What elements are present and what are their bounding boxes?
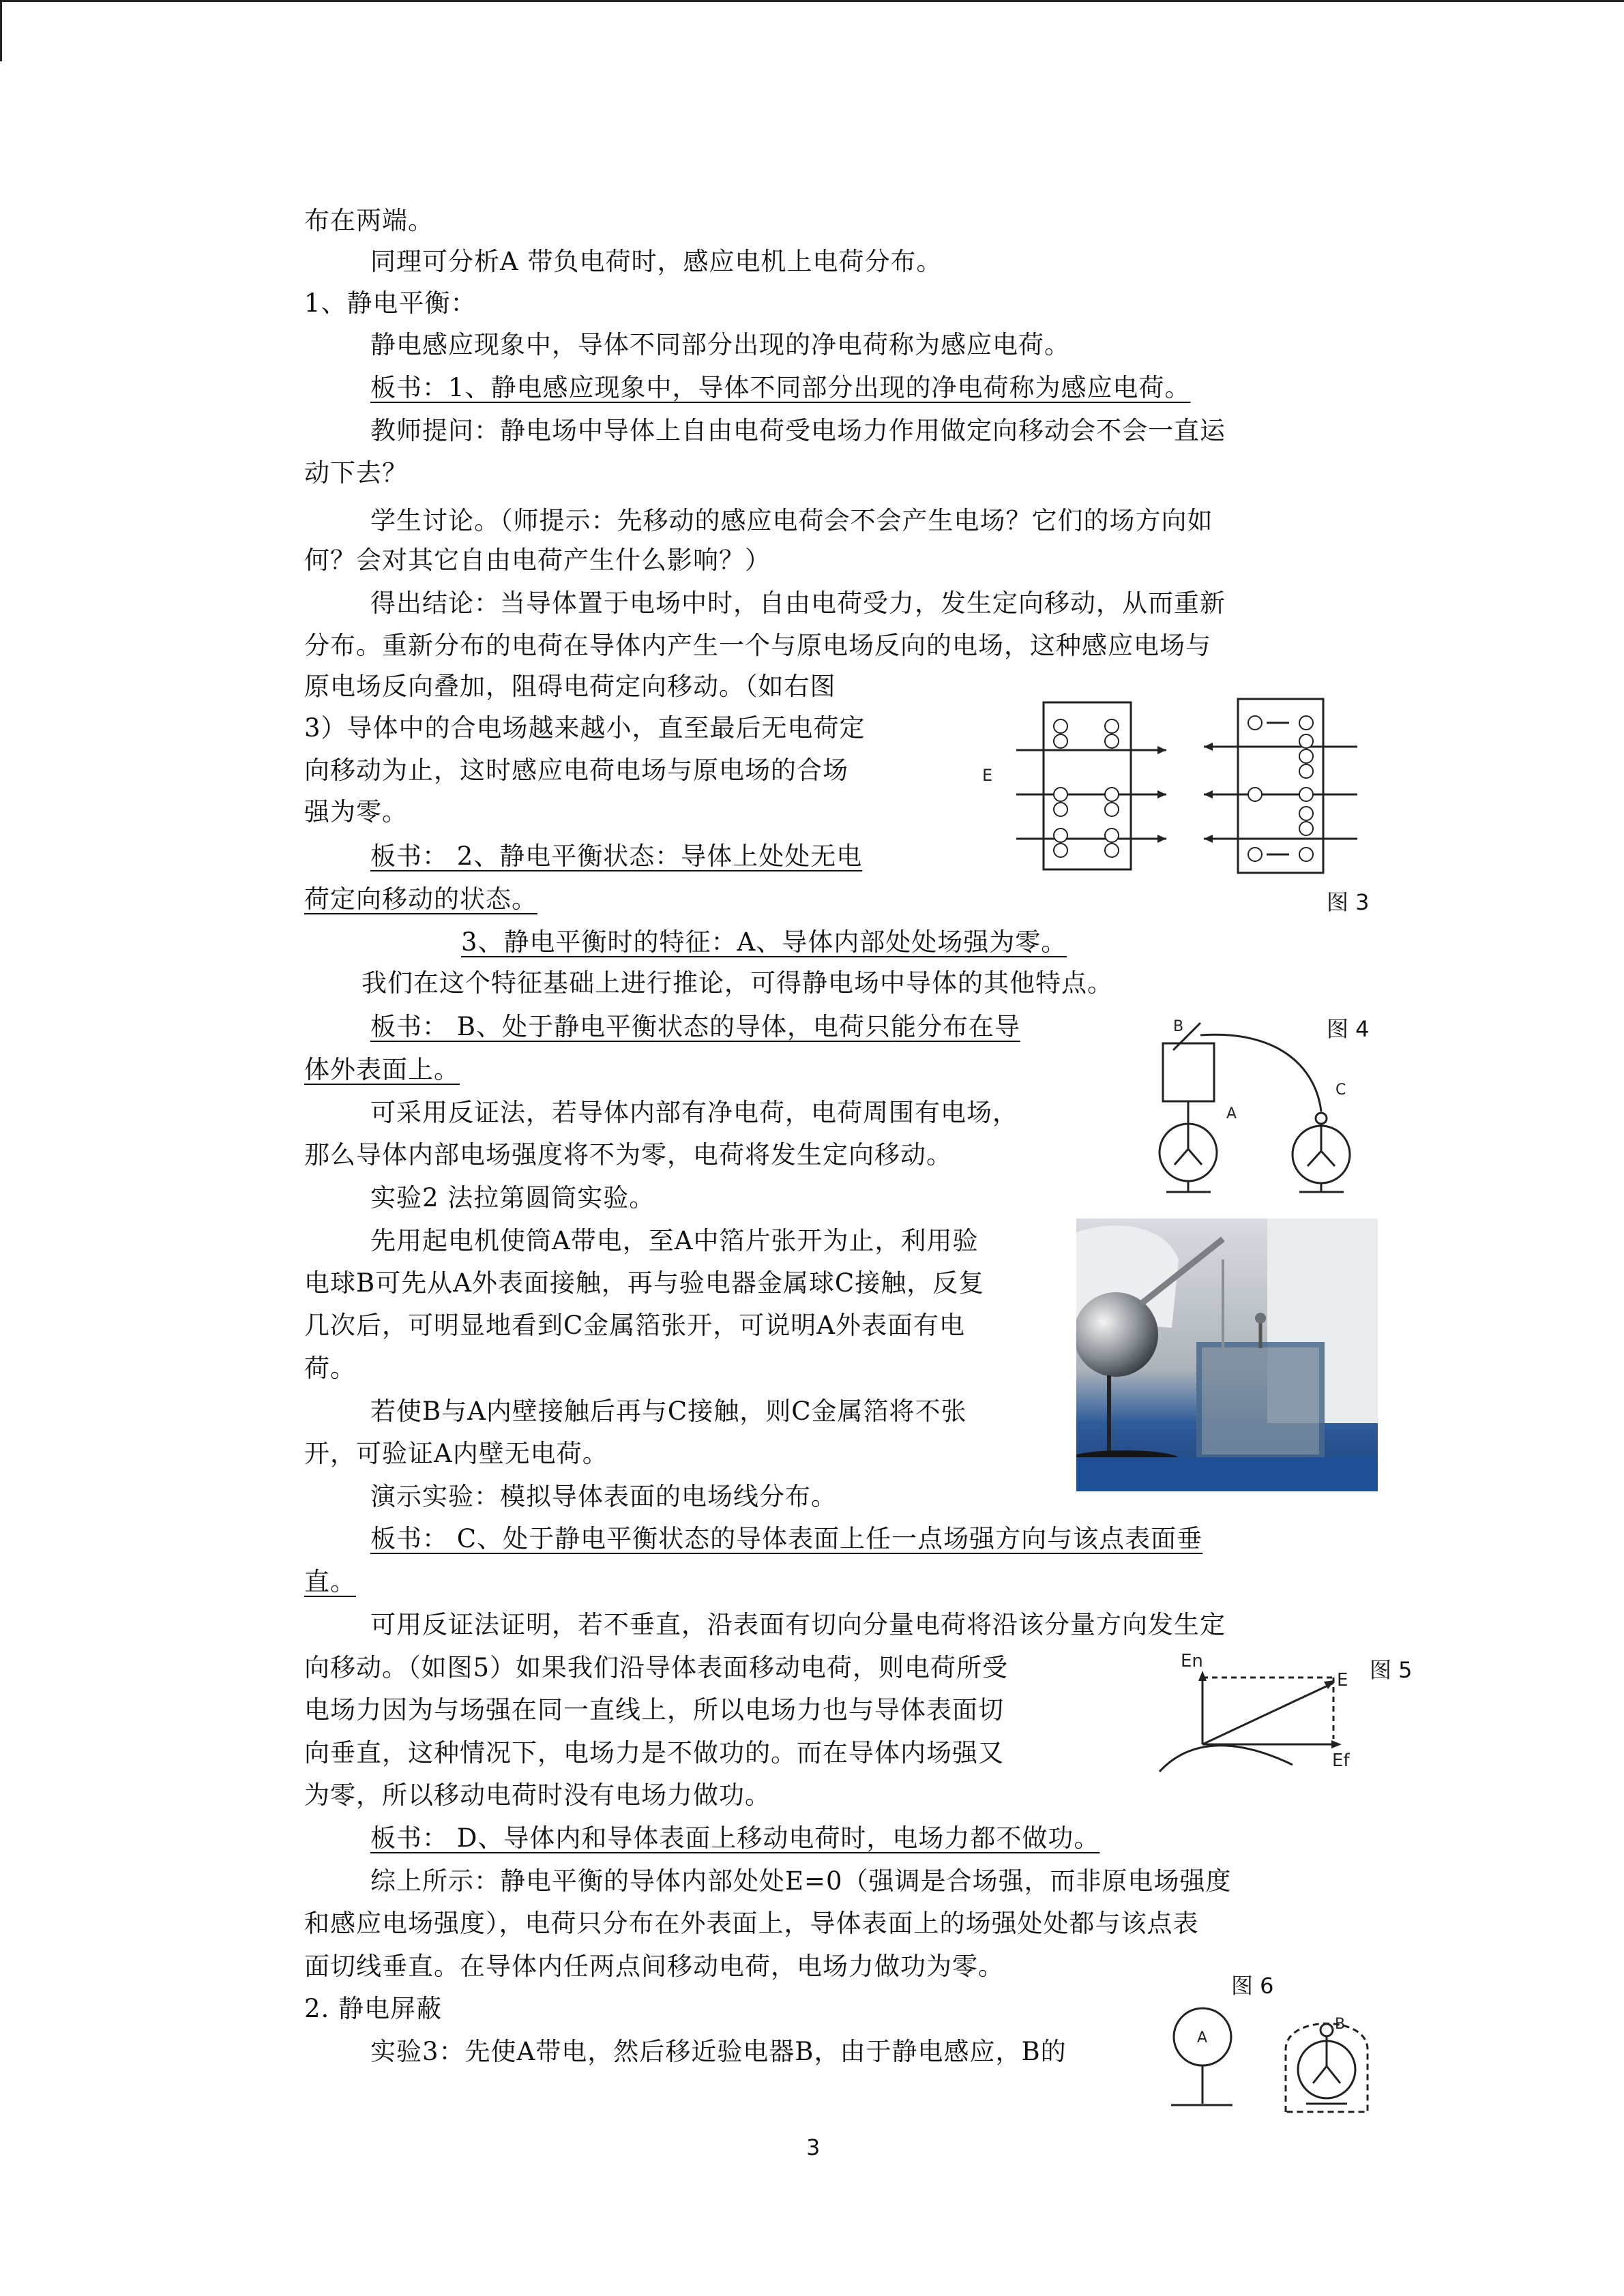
board-note: 板书： C、处于静电平衡状态的导体表面上任一点场强方向与该点表面垂 (370, 1524, 1203, 1553)
text-line: 何？会对其它自由电荷产生什么影响？） (304, 546, 771, 575)
board-note: 板书： B、处于静电平衡状态的导体，电荷只能分布在导 (370, 1012, 1020, 1041)
text-line: 学生讨论。（师提示：先移动的感应电荷会不会产生电场？它们的场方向如 (370, 506, 1213, 535)
figure-5-caption: 图 5 (1370, 1657, 1413, 1683)
text-line: 强为零。 (304, 797, 408, 826)
text-line: 得出结论：当导体置于电场中时，自由电荷受力，发生定向移动，从而重新 (370, 588, 1226, 618)
figure-6-label-a: A (1197, 2029, 1208, 2046)
text-line: 几次后，可明显地看到C金属箔张开，可说明A外表面有电 (304, 1311, 966, 1340)
text-line: 先用起电机使筒A带电，至A中箔片张开为止，利用验 (370, 1226, 979, 1255)
page-border-left (0, 0, 2, 61)
figure-5-diagram (1156, 1650, 1354, 1776)
text-line: 开，可验证A内壁无电荷。 (304, 1439, 608, 1468)
text-line: 电场力因为与场强在同一直线上，所以电场力也与导体表面切 (304, 1695, 1004, 1725)
text-line: 原电场反向叠加，阻碍电荷定向移动。（如右图 (304, 672, 836, 701)
figure-5-label-en: En (1181, 1651, 1203, 1671)
text-line: 实验2 法拉第圆筒实验。 (370, 1183, 655, 1212)
board-note: 板书：1、静电感应现象中，导体不同部分出现的净电荷称为感应电荷。 (370, 373, 1191, 402)
faraday-cylinder-photo (1076, 1219, 1378, 1491)
text-line: 向垂直，这种情况下，电场力是不做功的。而在导体内场强又 (304, 1738, 1004, 1768)
text-line: 实验3：先使A带电，然后移近验电器B，由于静电感应，B的 (370, 2037, 1067, 2066)
text-line: 布在两端。 (304, 206, 434, 235)
text-line: 3）导体中的合电场越来越小，直至最后无电荷定 (304, 713, 866, 743)
figure-5-label-ef: Ef (1332, 1750, 1350, 1771)
text-line: 教师提问：静电场中导体上自由电荷受电场力作用做定向移动会不会一直运 (370, 416, 1226, 445)
figure-3-diagram (972, 692, 1364, 880)
text-line: 动下去？ (304, 458, 408, 488)
text-line: 综上所示：静电平衡的导体内部处处E=0（强调是合场强，而非原电场强度 (370, 1866, 1232, 1896)
text-line: 2. 静电屏蔽 (304, 1994, 443, 2023)
text-line: 电球B可先从A外表面接触，再与验电器金属球C接触，反复 (304, 1268, 985, 1298)
text-line: 若使B与A内壁接触后再与C接触，则C金属箔将不张 (370, 1397, 967, 1426)
board-note: 板书： D、导体内和导体表面上移动电荷时，电场力都不做功。 (370, 1823, 1100, 1853)
text-line: 可用反证法证明，若不垂直，沿表面有切向分量电荷将沿该分量方向发生定 (370, 1610, 1226, 1639)
figure-5-label-e: E (1337, 1670, 1348, 1690)
page-number: 3 (806, 2134, 821, 2160)
text-line: 那么导体内部电场强度将不为零，电荷将发生定向移动。 (304, 1140, 952, 1169)
board-note: 体外表面上。 (304, 1055, 460, 1084)
text-line: 荷。 (304, 1354, 356, 1383)
text-line: 静电感应现象中，导体不同部分出现的净电荷称为感应电荷。 (370, 330, 1070, 359)
figure-3-label-e: E (982, 766, 993, 785)
figure-4-diagram (1146, 1016, 1378, 1193)
figure-4-label-a: A (1226, 1105, 1237, 1122)
figure-6-diagram (1156, 2001, 1381, 2121)
figure-6-label-b: B (1335, 2016, 1346, 2033)
text-line: 同理可分析A 带负电荷时，感应电机上电荷分布。 (370, 247, 943, 276)
figure-6-caption: 图 6 (1231, 1973, 1274, 1999)
board-note: 3、静电平衡时的特征：A、导体内部处处场强为零。 (461, 927, 1067, 957)
text-line: 向移动。（如图5）如果我们沿导体表面移动电荷，则电荷所受 (304, 1653, 1009, 1682)
board-note: 荷定向移动的状态。 (304, 884, 537, 914)
text-line: 可采用反证法，若导体内部有净电荷，电荷周围有电场， (370, 1098, 1018, 1127)
figure-3-caption: 图 3 (1327, 889, 1370, 915)
text-line: 向移动为止，这时感应电荷电场与原电场的合场 (304, 756, 848, 785)
page-border-top (0, 0, 1624, 2)
figure-4-label-c: C (1335, 1082, 1346, 1099)
text-line: 面切线垂直。在导体内任两点间移动电荷，电场力做功为零。 (304, 1952, 1004, 1981)
figure-4-caption: 图 4 (1327, 1016, 1370, 1042)
board-note: 直。 (304, 1567, 356, 1596)
text-line: 为零，所以移动电荷时没有电场力做功。 (304, 1780, 771, 1810)
text-line: 我们在这个特征基础上进行推论，可得静电场中导体的其他特点。 (361, 968, 1113, 998)
text-line: 分布。重新分布的电荷在导体内产生一个与原电场反向的电场，这种感应电场与 (304, 631, 1211, 660)
figure-4-label-b: B (1173, 1018, 1184, 1035)
board-note: 板书： 2、静电平衡状态：导体上处处无电 (370, 841, 863, 871)
text-line: 演示实验：模拟导体表面的电场线分布。 (370, 1482, 837, 1511)
text-line: 1、静电平衡： (304, 288, 477, 318)
text-line: 和感应电场强度），电荷只分布在外表面上，导体表面上的场强处处都与该点表 (304, 1909, 1199, 1938)
